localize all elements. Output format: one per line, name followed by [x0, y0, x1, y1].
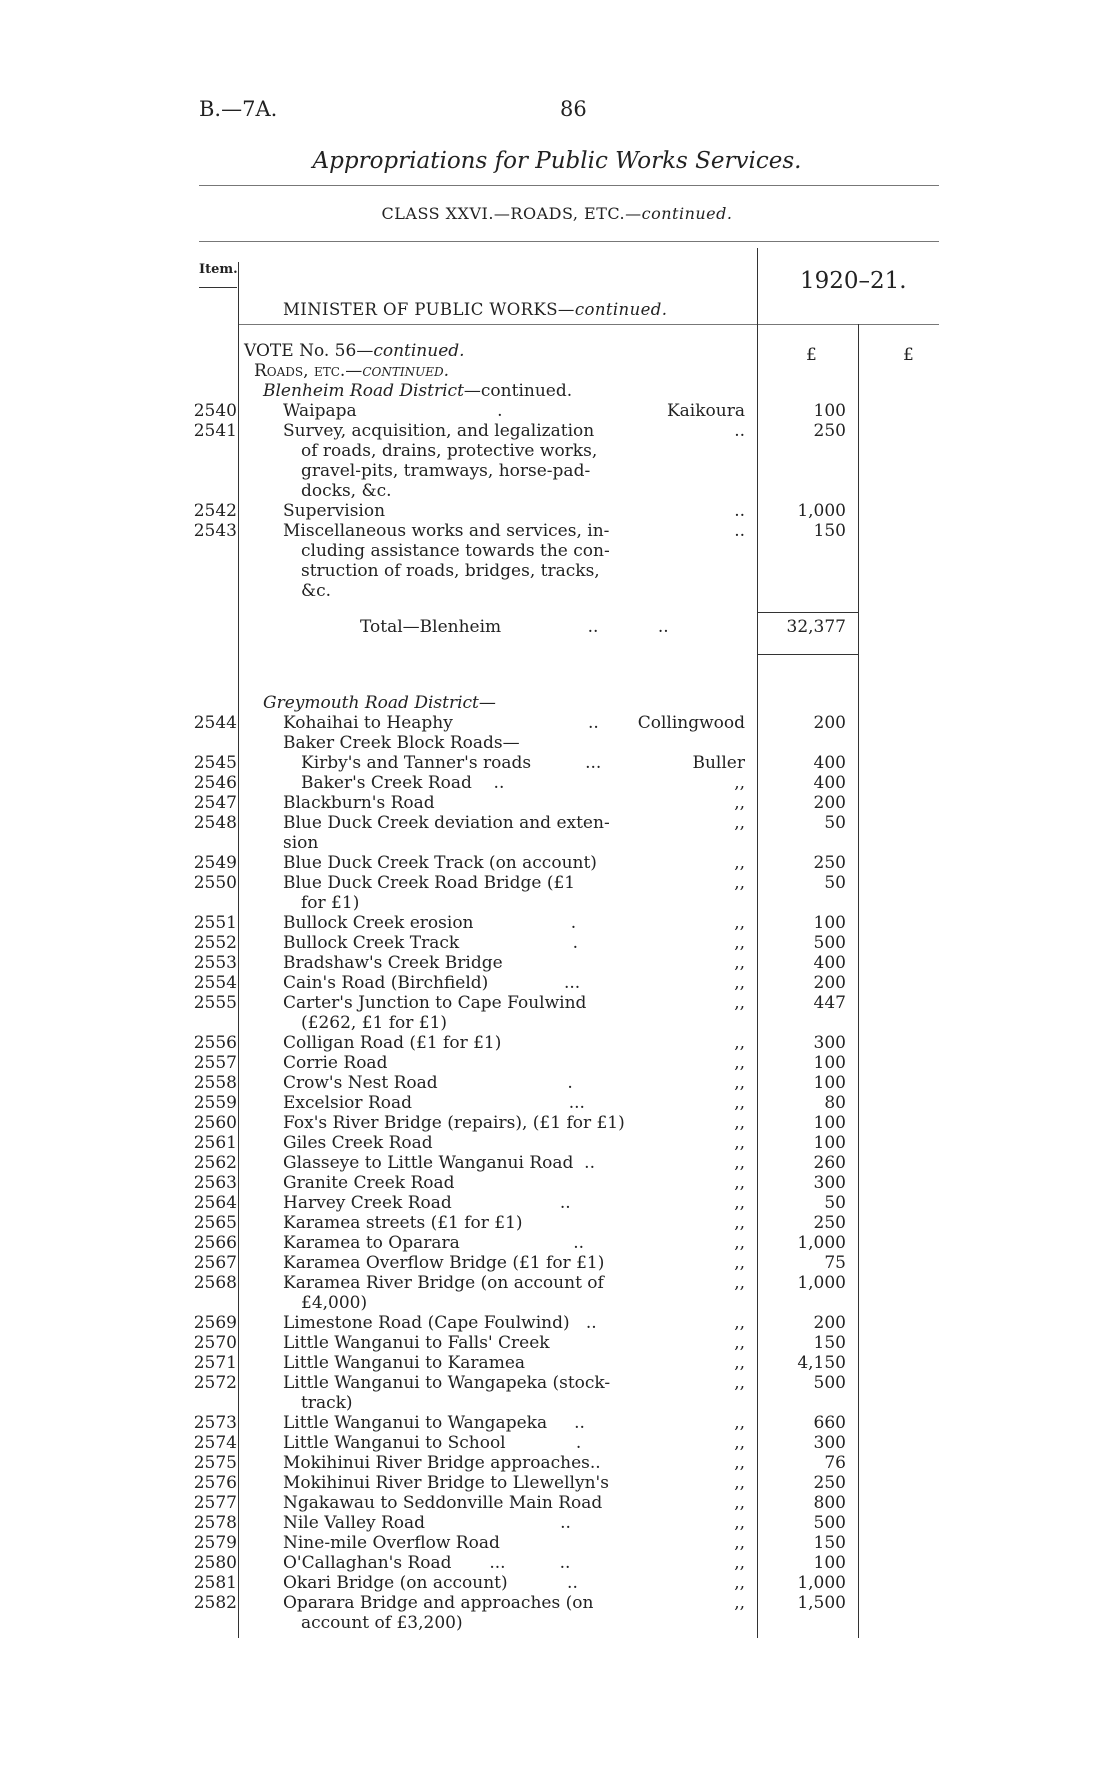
item-description: Blue Duck Creek Track (on account) — [283, 853, 597, 873]
amount: 150 — [813, 1533, 846, 1553]
amount: 100 — [813, 1053, 846, 1073]
item-description: Mokihinui River Bridge approaches.. — [283, 1453, 601, 1473]
item-number: 2544 — [193, 713, 237, 733]
item-description: of roads, drains, protective works, — [301, 441, 598, 461]
item-number: 2563 — [193, 1173, 237, 1193]
amount: 100 — [813, 401, 846, 421]
item-number: 2542 — [193, 501, 237, 521]
item-description: Little Wanganui to School . — [283, 1433, 582, 1453]
item-number: 2573 — [193, 1413, 237, 1433]
item-header-rule — [199, 287, 237, 288]
item-description: VOTE No. 56—continued. — [244, 341, 465, 361]
item-number: 2560 — [193, 1113, 237, 1133]
table-row — [0, 1233, 1114, 1253]
location: ,, — [734, 1433, 745, 1453]
item-description: Cain's Road (Birchfield) ... — [283, 973, 581, 993]
item-description: (£262, £1 for £1) — [301, 1013, 448, 1033]
table-row — [0, 1433, 1114, 1453]
location: ,, — [734, 853, 745, 873]
location: ,, — [734, 873, 745, 893]
item-description: Greymouth Road District— — [263, 693, 496, 713]
item-description: Roads, etc.—continued. — [254, 361, 449, 381]
table-row — [0, 1573, 1114, 1593]
item-number: 2577 — [193, 1493, 237, 1513]
location: ,, — [734, 913, 745, 933]
item-number: 2543 — [193, 521, 237, 541]
amount: 80 — [824, 1093, 846, 1113]
location: .. — [734, 501, 745, 521]
table-row — [0, 1193, 1114, 1213]
item-description: Carter's Junction to Cape Foulwind — [283, 993, 587, 1013]
item-description: Colligan Road (£1 for £1) — [283, 1033, 502, 1053]
location: ,, — [734, 1033, 745, 1053]
item-number: 2571 — [193, 1353, 237, 1373]
page-reference: B.—7A. — [199, 97, 278, 121]
amount: 1,000 — [797, 1573, 846, 1593]
location: ,, — [734, 1553, 745, 1573]
table-row — [0, 1473, 1114, 1493]
location: ,, — [734, 1373, 745, 1393]
item-description: £4,000) — [301, 1293, 368, 1313]
table-row-continuation — [0, 1013, 1114, 1033]
currency-symbol: £ — [806, 345, 817, 365]
item-number: 2553 — [193, 953, 237, 973]
amount: 250 — [813, 1213, 846, 1233]
location: ,, — [734, 1113, 745, 1133]
item-description: Baker's Creek Road .. — [301, 773, 505, 793]
item-description: Waipapa . — [283, 401, 503, 421]
table-row — [0, 753, 1114, 773]
item-description: Baker Creek Block Roads— — [283, 733, 520, 753]
table-row-continuation — [0, 541, 1114, 561]
table-row-continuation — [0, 617, 1114, 637]
table-row — [0, 1133, 1114, 1153]
item-description: Giles Creek Road — [283, 1133, 433, 1153]
item-description: Crow's Nest Road . — [283, 1073, 573, 1093]
table-row-continuation — [0, 693, 1114, 713]
amount: 1,000 — [797, 501, 846, 521]
table-row — [0, 1413, 1114, 1433]
item-number: 2564 — [193, 1193, 237, 1213]
item-description: Karamea streets (£1 for £1) — [283, 1213, 523, 1233]
amount: 300 — [813, 1033, 846, 1053]
location: ,, — [734, 813, 745, 833]
item-description: for £1) — [301, 893, 360, 913]
item-description: O'Callaghan's Road ... .. — [283, 1553, 571, 1573]
location: ,, — [734, 933, 745, 953]
table-row — [0, 953, 1114, 973]
amount: 200 — [813, 1313, 846, 1333]
item-number: 2574 — [193, 1433, 237, 1453]
item-number: 2568 — [193, 1273, 237, 1293]
item-description: Supervision — [283, 501, 386, 521]
item-description: Survey, acquisition, and legalization — [283, 421, 595, 441]
item-description: Little Wanganui to Falls' Creek — [283, 1333, 550, 1353]
location: ,, — [734, 1053, 745, 1073]
table-row — [0, 933, 1114, 953]
currency-symbol: £ — [903, 345, 914, 365]
location: ,, — [734, 1593, 745, 1613]
amount: 400 — [813, 773, 846, 793]
amount: 100 — [813, 913, 846, 933]
item-number: 2572 — [193, 1373, 237, 1393]
location: ,, — [734, 1333, 745, 1353]
location: ,, — [734, 1493, 745, 1513]
location: ,, — [734, 1233, 745, 1253]
location: ,, — [734, 773, 745, 793]
table-row-continuation — [0, 461, 1114, 481]
amount: 1,000 — [797, 1273, 846, 1293]
item-description: Oparara Bridge and approaches (on — [283, 1593, 594, 1613]
table-row-continuation — [0, 733, 1114, 753]
table-row — [0, 1073, 1114, 1093]
amount: 75 — [824, 1253, 846, 1273]
location: ,, — [734, 1193, 745, 1213]
table-row — [0, 1093, 1114, 1113]
item-description: Blue Duck Creek deviation and exten- — [283, 813, 610, 833]
table-row — [0, 1453, 1114, 1473]
table-row — [0, 973, 1114, 993]
table-row — [0, 1033, 1114, 1053]
item-number: 2579 — [193, 1533, 237, 1553]
item-description: Nile Valley Road .. — [283, 1513, 571, 1533]
amount: 500 — [813, 1373, 846, 1393]
location: ,, — [734, 993, 745, 1013]
amount: 50 — [824, 1193, 846, 1213]
table-row — [0, 1313, 1114, 1333]
location: ,, — [734, 1253, 745, 1273]
amount: 800 — [813, 1493, 846, 1513]
amount: 250 — [813, 853, 846, 873]
amount: 300 — [813, 1433, 846, 1453]
table-row — [0, 813, 1114, 833]
amount: 150 — [813, 1333, 846, 1353]
year-heading: 1920–21. — [800, 268, 907, 294]
amount: 200 — [813, 713, 846, 733]
location: Kaikoura — [666, 401, 745, 421]
item-number: 2549 — [193, 853, 237, 873]
table-row — [0, 521, 1114, 541]
item-number: 2555 — [193, 993, 237, 1013]
amount: 100 — [813, 1113, 846, 1133]
location: ,, — [734, 1133, 745, 1153]
item-number: 2551 — [193, 913, 237, 933]
amount: 400 — [813, 953, 846, 973]
location: ,, — [734, 973, 745, 993]
amount: 32,377 — [786, 617, 846, 637]
table-row — [0, 1053, 1114, 1073]
table-row-continuation — [0, 893, 1114, 913]
item-number: 2569 — [193, 1313, 237, 1333]
location: Collingwood — [637, 713, 745, 733]
item-description: Little Wanganui to Karamea — [283, 1353, 526, 1373]
table-row — [0, 1593, 1114, 1613]
item-description: Fox's River Bridge (repairs), (£1 for £1) — [283, 1113, 625, 1133]
table-row — [0, 401, 1114, 421]
item-number: 2582 — [193, 1593, 237, 1613]
location: ,, — [734, 1453, 745, 1473]
item-description: sion — [283, 833, 319, 853]
table-row — [0, 993, 1114, 1013]
table-row — [0, 1513, 1114, 1533]
item-description: Blue Duck Creek Road Bridge (£1 — [283, 873, 576, 893]
amount: 50 — [824, 813, 846, 833]
item-number: 2578 — [193, 1513, 237, 1533]
item-description: docks, &c. — [301, 481, 392, 501]
item-description: Okari Bridge (on account) .. — [283, 1573, 578, 1593]
location: ,, — [734, 793, 745, 813]
location: Buller — [692, 753, 745, 773]
location: ,, — [734, 1073, 745, 1093]
table-row-continuation — [0, 1613, 1114, 1633]
item-number: 2580 — [193, 1553, 237, 1573]
table-row — [0, 853, 1114, 873]
item-description: track) — [301, 1393, 353, 1413]
item-number: 2562 — [193, 1153, 237, 1173]
item-description: Karamea River Bridge (on account of — [283, 1273, 604, 1293]
item-number: 2545 — [193, 753, 237, 773]
item-number: 2540 — [193, 401, 237, 421]
item-description: Little Wanganui to Wangapeka .. — [283, 1413, 585, 1433]
amount: 300 — [813, 1173, 846, 1193]
item-description: Blenheim Road District—continued. — [263, 381, 573, 401]
location: ,, — [734, 1353, 745, 1373]
item-description: Excelsior Road ... — [283, 1093, 585, 1113]
table-row-continuation — [0, 1393, 1114, 1413]
page-title: Appropriations for Public Works Services. — [312, 148, 802, 174]
amount: 250 — [813, 1473, 846, 1493]
amount: 400 — [813, 753, 846, 773]
amount: 500 — [813, 1513, 846, 1533]
location: ,, — [734, 1573, 745, 1593]
table-row — [0, 793, 1114, 813]
item-description: Blackburn's Road — [283, 793, 435, 813]
table-row-continuation — [0, 381, 1114, 401]
table-row — [0, 913, 1114, 933]
item-description: Harvey Creek Road .. — [283, 1193, 571, 1213]
title-rule — [199, 185, 939, 186]
item-description: Bradshaw's Creek Bridge — [283, 953, 503, 973]
table-top-rule — [199, 241, 939, 242]
amount: 260 — [813, 1153, 846, 1173]
location: .. — [734, 421, 745, 441]
table-row — [0, 1153, 1114, 1173]
location: ,, — [734, 953, 745, 973]
table-row — [0, 1213, 1114, 1233]
item-description: account of £3,200) — [301, 1613, 463, 1633]
location: ,, — [734, 1093, 745, 1113]
table-row — [0, 1333, 1114, 1353]
subtotal-rule — [758, 654, 858, 655]
table-row — [0, 1253, 1114, 1273]
table-row — [0, 501, 1114, 521]
item-description: Karamea Overflow Bridge (£1 for £1) — [283, 1253, 605, 1273]
item-number: 2559 — [193, 1093, 237, 1113]
item-number: 2550 — [193, 873, 237, 893]
amount: 200 — [813, 973, 846, 993]
item-number: 2548 — [193, 813, 237, 833]
item-description: Karamea to Oparara .. — [283, 1233, 585, 1253]
item-column-header: Item. — [199, 262, 238, 277]
item-number: 2546 — [193, 773, 237, 793]
item-description: &c. — [301, 581, 332, 601]
table-row-continuation — [0, 441, 1114, 461]
item-number: 2566 — [193, 1233, 237, 1253]
amount: 100 — [813, 1133, 846, 1153]
amount: 500 — [813, 933, 846, 953]
item-number: 2541 — [193, 421, 237, 441]
item-description: Little Wanganui to Wangapeka (stock- — [283, 1373, 611, 1393]
amount: 1,000 — [797, 1233, 846, 1253]
item-number: 2575 — [193, 1453, 237, 1473]
item-description: gravel-pits, tramways, horse-pad- — [301, 461, 591, 481]
table-row-continuation — [0, 361, 1114, 381]
location: ,, — [734, 1533, 745, 1553]
item-description: Limestone Road (Cape Foulwind) .. — [283, 1313, 597, 1333]
item-number: 2565 — [193, 1213, 237, 1233]
table-row — [0, 773, 1114, 793]
item-number: 2581 — [193, 1573, 237, 1593]
table-row — [0, 1173, 1114, 1193]
table-row-continuation — [0, 561, 1114, 581]
amount: 100 — [813, 1073, 846, 1093]
item-description: Nine-mile Overflow Road — [283, 1533, 500, 1553]
location: ,, — [734, 1213, 745, 1233]
item-number: 2557 — [193, 1053, 237, 1073]
item-description: Bullock Creek erosion . — [283, 913, 577, 933]
amount: 100 — [813, 1553, 846, 1573]
item-description: Ngakawau to Seddonville Main Road — [283, 1493, 603, 1513]
item-description: Corrie Road — [283, 1053, 388, 1073]
table-row-continuation — [0, 581, 1114, 601]
item-description: Glasseye to Little Wanganui Road .. — [283, 1153, 595, 1173]
item-description: Mokihinui River Bridge to Llewellyn's — [283, 1473, 609, 1493]
table-row-continuation — [0, 481, 1114, 501]
item-number: 2554 — [193, 973, 237, 993]
item-number: 2576 — [193, 1473, 237, 1493]
item-number: 2570 — [193, 1333, 237, 1353]
amount: 50 — [824, 873, 846, 893]
location: ,, — [734, 1473, 745, 1493]
item-description: Total—Blenheim .. .. — [360, 617, 669, 637]
amount: 250 — [813, 421, 846, 441]
item-description: cluding assistance towards the con- — [301, 541, 610, 561]
amount: 4,150 — [797, 1353, 846, 1373]
item-number: 2567 — [193, 1253, 237, 1273]
amount: 447 — [813, 993, 846, 1013]
item-description: Kohaihai to Heaphy .. — [283, 713, 599, 733]
location: ,, — [734, 1313, 745, 1333]
amount: 76 — [824, 1453, 846, 1473]
class-heading: CLASS XXVI.—ROADS, ETC.—continued. — [381, 204, 733, 223]
subtotal-rule — [758, 612, 858, 613]
item-number: 2558 — [193, 1073, 237, 1093]
table-row — [0, 1113, 1114, 1133]
table-row — [0, 1373, 1114, 1393]
table-row — [0, 421, 1114, 441]
table-row — [0, 1353, 1114, 1373]
header-rule — [239, 324, 939, 325]
location: ,, — [734, 1153, 745, 1173]
table-row-continuation — [0, 341, 1114, 361]
amount: 1,500 — [797, 1593, 846, 1613]
amount: 150 — [813, 521, 846, 541]
table-row — [0, 1553, 1114, 1573]
table-row — [0, 713, 1114, 733]
location: ,, — [734, 1273, 745, 1293]
table-row-continuation — [0, 1293, 1114, 1313]
location: ,, — [734, 1513, 745, 1533]
location: ,, — [734, 1413, 745, 1433]
item-number: 2556 — [193, 1033, 237, 1053]
table-row — [0, 873, 1114, 893]
page-number: 86 — [560, 97, 587, 121]
table-row-continuation — [0, 833, 1114, 853]
minister-heading: MINISTER OF PUBLIC WORKS—continued. — [283, 300, 668, 319]
table-row — [0, 1533, 1114, 1553]
table-row — [0, 1273, 1114, 1293]
item-description: Kirby's and Tanner's roads ... — [301, 753, 602, 773]
item-number: 2552 — [193, 933, 237, 953]
item-number: 2561 — [193, 1133, 237, 1153]
item-description: Miscellaneous works and services, in- — [283, 521, 610, 541]
item-description: Bullock Creek Track . — [283, 933, 579, 953]
item-number: 2547 — [193, 793, 237, 813]
item-description: Granite Creek Road — [283, 1173, 455, 1193]
location: ,, — [734, 1173, 745, 1193]
item-description: struction of roads, bridges, tracks, — [301, 561, 600, 581]
table-row — [0, 1493, 1114, 1513]
amount: 660 — [813, 1413, 846, 1433]
location: .. — [734, 521, 745, 541]
amount: 200 — [813, 793, 846, 813]
